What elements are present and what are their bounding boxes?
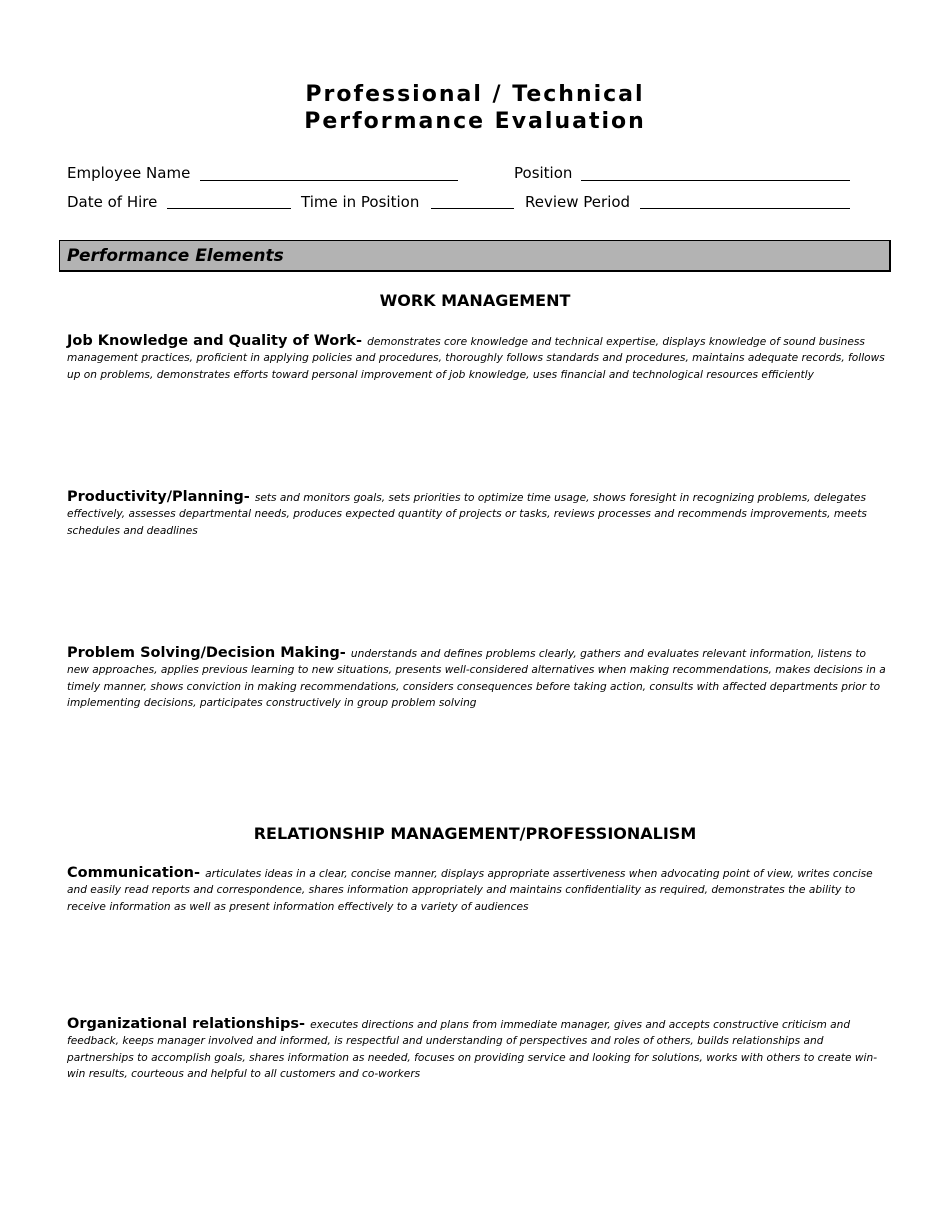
position-label: Position: [514, 164, 573, 182]
element-organizational-relationships: [67, 1016, 887, 1081]
element-description: understands and defines problems clearly, gathers and evaluates relevant information, listens to new approaches, applies previous learning to new situations, presents well-considered alternatives when making recommendations, makes decisions in a timely manner, shows conviction in making recommendations, considers consequences before taking action, consults with affected departments prior to implementing decisions, participates constructively in group problem solving: [67, 648, 886, 709]
element-description: articulates ideas in a clear, concise manner, displays appropriate assertiveness when advocating point of view, writes concise and easily read reports and correspondence, shares information appropriately and maintains confidentiality as required, demonstrates the ability to receive information as well as present information effectively to a variety of audiences: [67, 868, 873, 913]
element-communication: [67, 865, 887, 914]
date-of-hire-field[interactable]: [167, 191, 291, 209]
time-in-position-label: Time in Position: [301, 193, 420, 211]
date-of-hire-label: Date of Hire: [67, 193, 158, 211]
review-period-label: Review Period: [525, 193, 631, 211]
employee-name-field[interactable]: [200, 163, 458, 181]
performance-elements-label: Performance Elements: [67, 246, 284, 266]
element-title: Organizational relationships-: [67, 1016, 306, 1032]
element-title: Productivity/Planning-: [67, 489, 250, 505]
element-job-knowledge: [67, 333, 887, 382]
element-problem-solving: [67, 645, 887, 710]
time-in-position-field[interactable]: [431, 191, 514, 209]
review-period-field[interactable]: [640, 191, 850, 209]
element-productivity-planning: [67, 489, 887, 538]
element-title: Job Knowledge and Quality of Work-: [67, 333, 363, 349]
document-title-line1: Professional / Technical: [305, 82, 645, 107]
employee-name-label: Employee Name: [67, 164, 191, 182]
document-title-line2: Performance Evaluation: [304, 109, 646, 134]
element-description: sets and monitors goals, sets priorities to optimize time usage, shows foresight in recognizing problems, delegates effectively, assesses departmental needs, produces expected quantity of projects or tasks, reviews processes and recommends improvements, meets schedules and deadlines: [67, 492, 867, 537]
position-field[interactable]: [581, 163, 850, 181]
element-title: Problem Solving/Decision Making-: [67, 645, 346, 661]
element-description: executes directions and plans from immediate manager, gives and accepts constructive criticism and feedback, keeps manager involved and informed, is respectful and understanding of perspectives and roles of others, builds relationships and partnerships to accomplish goals, shares information as needed, focuses on providing service and looking for solutions, works with others to create win-win results, courteous and helpful to all customers and co-workers: [67, 1019, 878, 1080]
work-management-heading: WORK MANAGEMENT: [379, 291, 571, 310]
relationship-management-heading: RELATIONSHIP MANAGEMENT/PROFESSIONALISM: [253, 824, 697, 843]
element-description: demonstrates core knowledge and technical expertise, displays knowledge of sound business management practices, proficient in applying policies and procedures, thoroughly follows standards and procedures, maintains adequate records, follows up on problems, demonstrates efforts toward personal improvement of job knowledge, uses financial and technological resources efficiently: [67, 336, 885, 381]
performance-elements-bar: [59, 240, 891, 272]
element-title: Communication-: [67, 865, 201, 881]
